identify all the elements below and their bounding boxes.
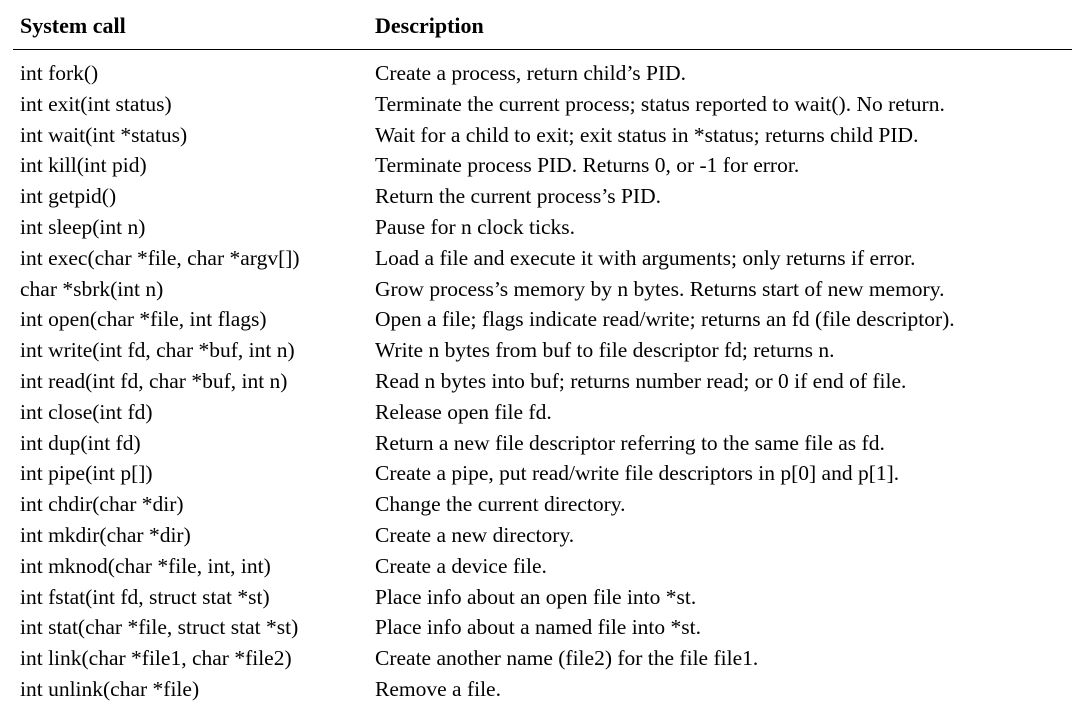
table-row — [13, 520, 1072, 551]
table-row — [13, 366, 1072, 397]
table-row — [13, 458, 1072, 489]
description-cell: Create a device file. — [375, 553, 547, 578]
table-row — [13, 335, 1072, 366]
description-cell: Change the current directory. — [375, 492, 626, 517]
system-call-cell: int mkdir(char *dir) — [20, 522, 191, 547]
system-call-cell: int read(int fd, char *buf, int n) — [20, 368, 288, 393]
description-cell: Load a file and execute it with arguments; only returns if error. — [375, 245, 916, 270]
table-row — [13, 582, 1072, 613]
description-cell: Return the current process’s PID. — [375, 184, 661, 209]
description-cell: Pause for n clock ticks. — [375, 214, 576, 239]
description-cell: Create a new directory. — [375, 522, 575, 547]
table-row — [13, 120, 1072, 151]
system-call-cell: int exit(int status) — [20, 91, 172, 116]
table-row — [13, 397, 1072, 428]
system-call-cell: int getpid() — [20, 184, 117, 209]
table-row — [13, 58, 1072, 89]
description-cell: Create a process, return child’s PID. — [375, 61, 687, 85]
system-call-cell: int chdir(char *dir) — [20, 492, 184, 517]
table-row — [13, 274, 1072, 305]
system-call-cell: char *sbrk(int n) — [20, 276, 164, 301]
system-call-cell: int pipe(int p[]) — [20, 461, 153, 486]
system-call-cell: int dup(int fd) — [20, 430, 141, 455]
system-call-cell: int unlink(char *file) — [20, 676, 200, 701]
table-row — [13, 612, 1072, 643]
description-cell: Grow process’s memory by n bytes. Returns start of new memory. — [375, 276, 945, 301]
description-cell: Place info about a named file into *st. — [375, 615, 701, 640]
header-description: Description — [375, 13, 484, 38]
table-header — [13, 0, 1072, 50]
system-call-cell: int wait(int *status) — [20, 122, 188, 147]
description-cell: Wait for a child to exit; exit status in *status; returns child PID. — [375, 122, 919, 147]
table-row — [13, 212, 1072, 243]
table-row — [13, 643, 1072, 674]
description-cell: Create a pipe, put read/write file descriptors in p[0] and p[1]. — [375, 461, 900, 486]
table-row — [13, 181, 1072, 212]
description-cell: Terminate the current process; status reported to wait(). No return. — [375, 91, 945, 116]
system-call-cell: int kill(int pid) — [20, 153, 147, 178]
system-call-cell: int sleep(int n) — [20, 214, 146, 239]
system-call-cell: int exec(char *file, char *argv[]) — [20, 245, 300, 270]
table-row — [13, 674, 1072, 705]
table-row — [13, 489, 1072, 520]
table-row — [13, 243, 1072, 274]
description-cell: Write n bytes from buf to file descriptor fd; returns n. — [375, 338, 835, 363]
description-cell: Remove a file. — [375, 676, 501, 701]
system-call-cell: int link(char *file1, char *file2) — [20, 646, 292, 671]
description-cell: Release open file fd. — [375, 399, 552, 424]
table-row — [13, 304, 1072, 335]
table-body — [13, 58, 1072, 705]
description-cell: Read n bytes into buf; returns number read; or 0 if end of file. — [375, 368, 907, 393]
system-call-table — [13, 0, 1072, 705]
system-call-cell: int fstat(int fd, struct stat *st) — [20, 584, 270, 609]
table-row — [13, 428, 1072, 459]
description-cell: Open a file; flags indicate read/write; returns an fd (file descriptor). — [375, 307, 955, 332]
description-cell: Place info about an open file into *st. — [375, 584, 697, 609]
description-cell: Terminate process PID. Returns 0, or -1 for error. — [375, 153, 800, 178]
system-call-cell: int stat(char *file, struct stat *st) — [20, 615, 299, 640]
system-call-cell: int open(char *file, int flags) — [20, 307, 267, 332]
table-row — [13, 89, 1072, 120]
description-cell: Create another name (file2) for the file file1. — [375, 646, 759, 671]
table-row — [13, 551, 1072, 582]
header-system-call: System call — [20, 13, 126, 38]
description-cell: Return a new file descriptor referring to the same file as fd. — [375, 430, 885, 455]
system-call-cell: int mknod(char *file, int, int) — [20, 553, 271, 578]
table-row — [13, 150, 1072, 181]
system-call-cell: int write(int fd, char *buf, int n) — [20, 338, 295, 363]
system-call-cell: int close(int fd) — [20, 399, 153, 424]
system-call-cell: int fork() — [20, 61, 99, 85]
